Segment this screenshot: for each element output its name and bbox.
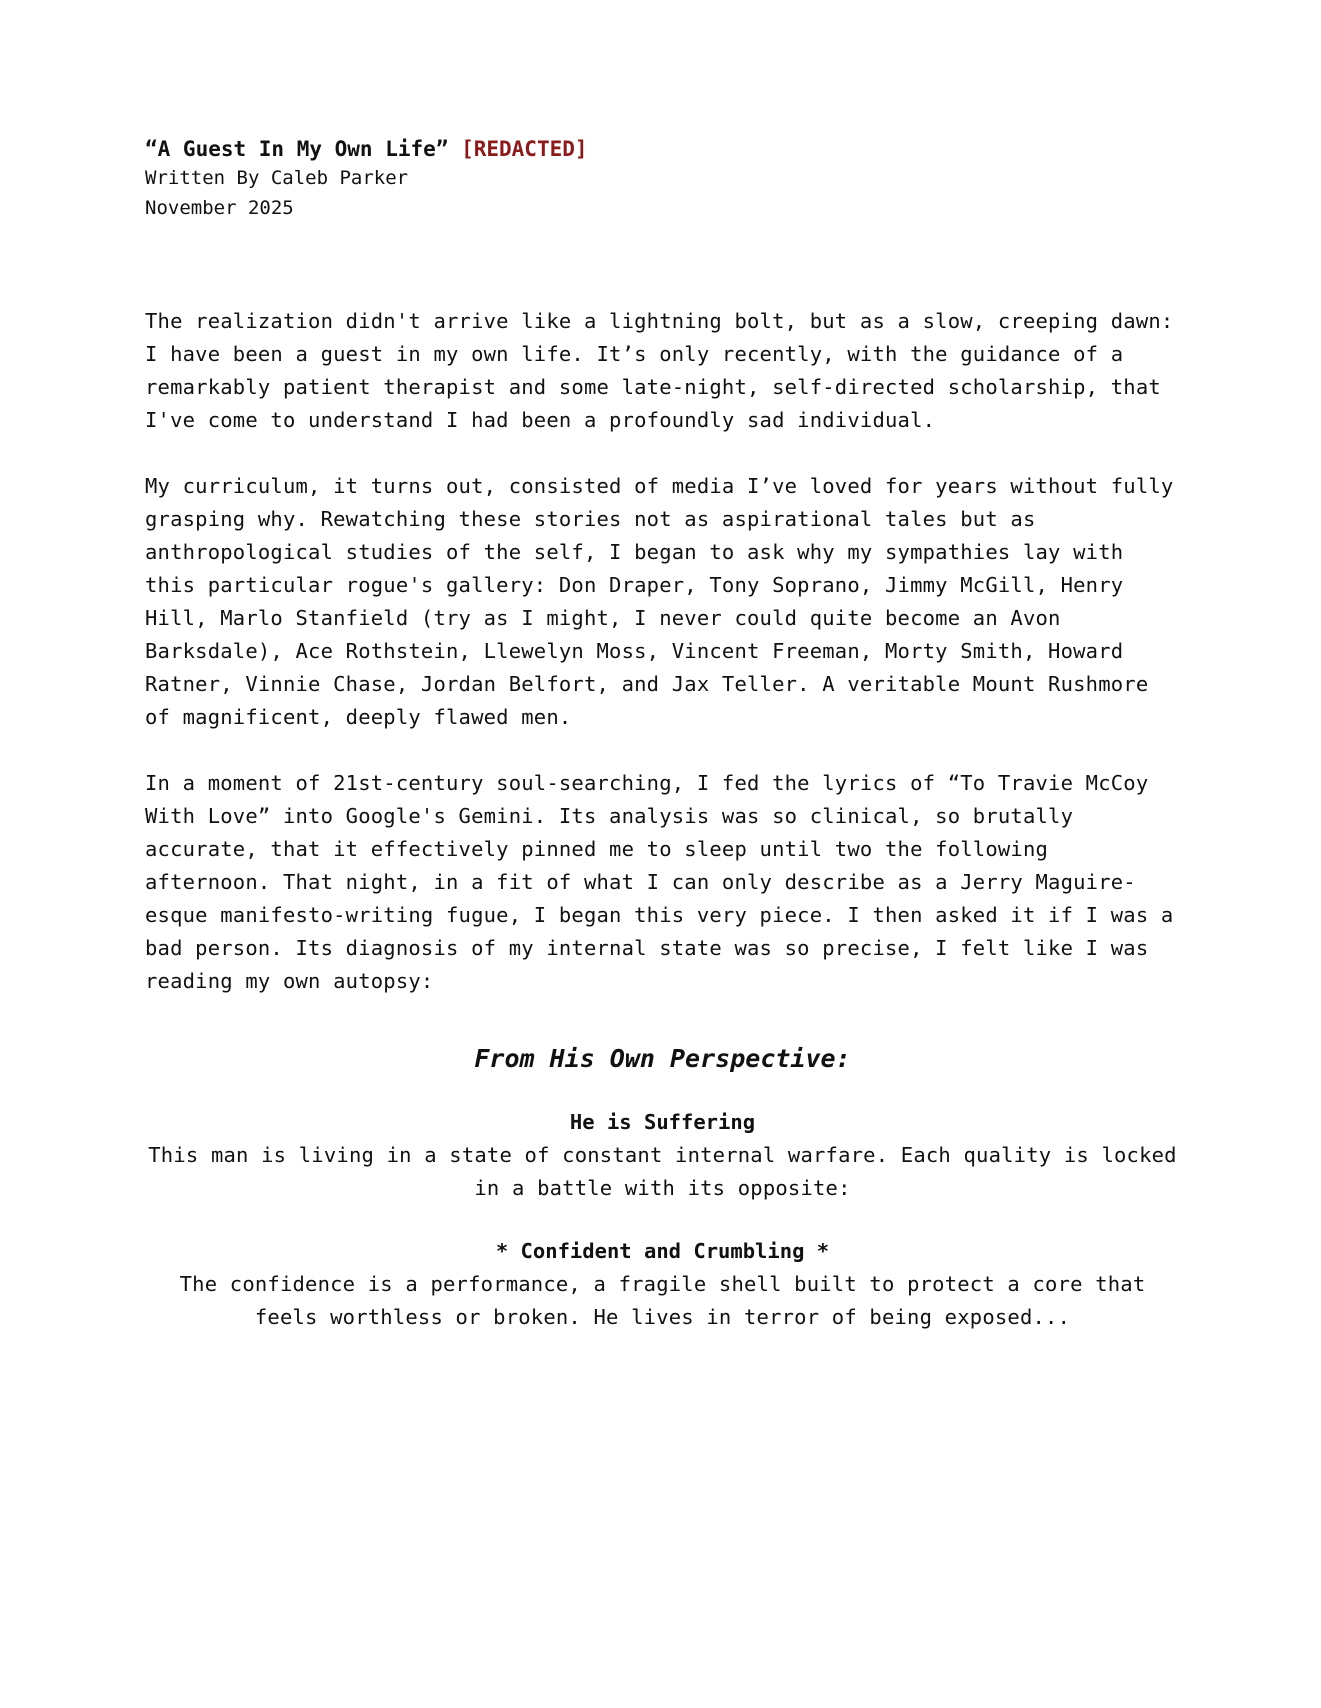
body-paragraph: My curriculum, it turns out, consisted of media I’ve loved for years without fully grasping why. Rewatching these stories not as aspirational tales but as anthropological studies of the self, I began to ask why my sympathies lay with this particular rogue's gallery: Don Draper, Tony Soprano, Jimmy McGill, Henry Hill, Marlo Stanfield (try as I might, I never could quite become an Avon Barksdale), Ace Rothstein, Llewelyn Moss, Vincent Freeman, Morty Smith, Howard Ratner, Vinnie Chase, Jordan Belfort, and Jax Teller. A veritable Mount Rushmore of magnificent, deeply flawed men. — [145, 474, 1174, 729]
document-title: “A Guest In My Own Life” — [145, 137, 449, 161]
section-heading: From His Own Perspective: — [474, 1044, 851, 1073]
subsection-heading: He is Suffering — [569, 1110, 756, 1134]
subsection-heading: * Confident and Crumbling * — [495, 1239, 830, 1263]
byline: Written By Caleb Parker — [145, 167, 409, 189]
document-page — [145, 135, 1180, 1334]
subsection-text: The confidence is a performance, a fragile shell built to protect a core that feels worthless or broken. He lives in terror of being exposed... — [179, 1272, 1146, 1329]
document-title-line — [145, 135, 1180, 163]
redacted-tag: [REDACTED] — [461, 137, 588, 161]
perspective-section — [145, 1042, 1180, 1334]
body-paragraph: In a moment of 21st-century soul-searching, I fed the lyrics of “To Travie McCoy With Love” into Google's Gemini. Its analysis was so clinical, so brutally accurate, that it effectively pinned me to sleep until two the following afternoon. That night, in a fit of what I can only describe as a Jerry Maguire-esque manifesto-writing fugue, I began this very piece. I then asked it if I was a bad person. Its diagnosis of my internal state was so precise, I felt like I was reading my own autopsy: — [145, 771, 1174, 993]
body-paragraph: The realization didn't arrive like a lightning bolt, but as a slow, creeping dawn: I have been a guest in my own life. It’s only recently, with the guidance of a remarkably patient therapist and some late-night, self-directed scholarship, that I've come to understand I had been a profoundly sad individual. — [145, 309, 1174, 432]
subsection-text: This man is living in a state of constant internal warfare. Each quality is locked in a battle with its opposite: — [148, 1143, 1177, 1200]
publish-date: November 2025 — [145, 197, 294, 219]
